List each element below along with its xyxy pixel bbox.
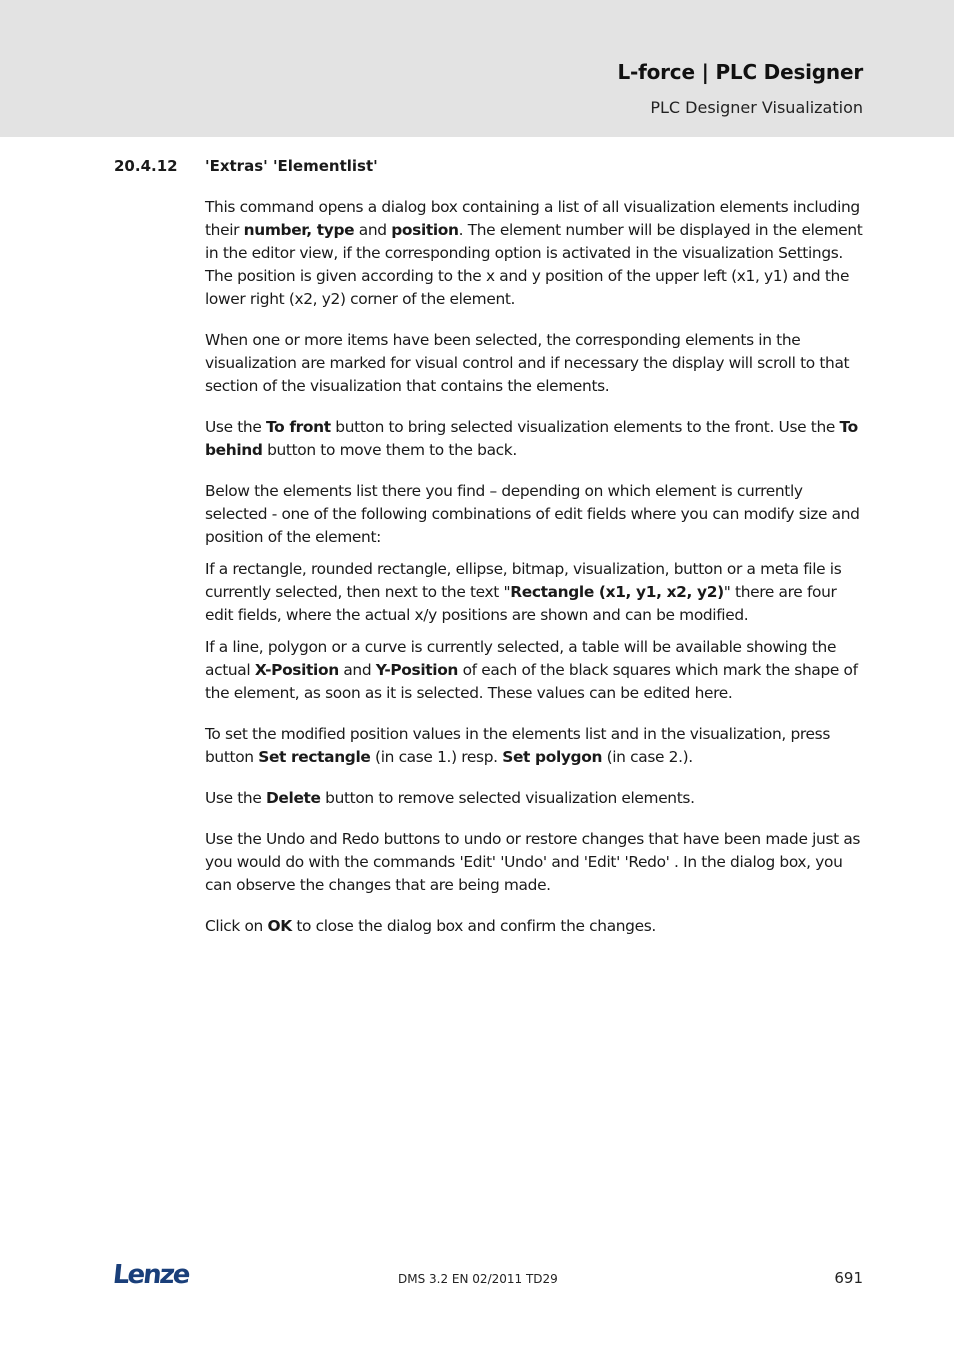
bold-term: Y-Position (375, 661, 459, 679)
bold-term: OK (267, 917, 292, 935)
text-run: (in case 1.) resp. (370, 748, 503, 766)
text-run: button to bring selected visualization elements to the front. Use the (330, 418, 840, 436)
text-run: If a rectangle, rounded rectangle, ellipse, bitmap, visualization, button or a meta file is currently selected, then next to the text " (205, 560, 842, 601)
body-text (205, 196, 865, 956)
paragraph (205, 828, 865, 897)
header-title: L-force | PLC Designer (617, 60, 863, 84)
text-run: button to remove selected visualization elements. (320, 789, 695, 807)
paragraph (205, 915, 865, 938)
text-run: Below the elements list there you find – depending on which element is currently selected - one of the following combinations of edit fields where you can modify size and position of the element: (205, 482, 860, 546)
section-number: 20.4.12 (114, 157, 178, 175)
paragraph (205, 480, 865, 549)
text-run: . The element number will be displayed in the element in the editor view, if the corresponding option is activated in the visualization Settings. The position is given according to the x and y position of the upper left (x1, y1) and the lower right (x2, y2) corner of the element. (205, 221, 863, 308)
text-run: Use the (205, 789, 266, 807)
text-run: and (354, 221, 392, 239)
paragraph (205, 329, 865, 398)
paragraph (205, 636, 865, 705)
text-run: (in case 2.). (602, 748, 693, 766)
bold-term: number, type (243, 221, 355, 239)
text-run: When one or more items have been selected, the corresponding elements in the visualization are marked for visual control and if necessary the display will scroll to that section of the visualization that contains the elements. (205, 331, 850, 395)
text-run: Click on (205, 917, 268, 935)
header-subtitle: PLC Designer Visualization (650, 98, 863, 117)
text-run: This command opens a dialog box containing a list of all visualization elements including their (205, 198, 860, 239)
text-run: Use the Undo and Redo buttons to undo or restore changes that have been made just as you would do with the commands 'Edit' 'Undo' and 'Edit' 'Redo' . In the dialog box, you can observe the changes that are being made. (205, 830, 861, 894)
section-title: 'Extras' 'Elementlist' (205, 157, 378, 175)
paragraph (205, 196, 865, 311)
paragraph (205, 787, 865, 810)
text-run: Use the (205, 418, 266, 436)
bold-term: Set rectangle (258, 748, 371, 766)
text-run: " there are four edit fields, where the actual x/y positions are shown and can be modified. (205, 583, 837, 624)
bold-term: To behind (205, 418, 858, 459)
paragraph (205, 416, 865, 462)
paragraph (205, 558, 865, 627)
text-run: To set the modified position values in the elements list and in the visualization, press button (205, 725, 830, 766)
bold-term: To front (266, 418, 331, 436)
text-run: to close the dialog box and confirm the changes. (291, 917, 656, 935)
text-run: button to move them to the back. (262, 441, 517, 459)
page-number: 691 (834, 1269, 863, 1287)
bold-term: Rectangle (x1, y1, x2, y2) (510, 583, 724, 601)
bold-term: Set polygon (502, 748, 603, 766)
lenze-logo: Lenze (111, 1260, 191, 1290)
document-id: DMS 3.2 EN 02/2011 TD29 (398, 1272, 558, 1286)
text-run: and (338, 661, 376, 679)
bold-term: Delete (266, 789, 321, 807)
text-run: If a line, polygon or a curve is currently selected, a table will be available showing the actual (205, 638, 837, 679)
page-header (0, 0, 954, 137)
bold-term: position (391, 221, 459, 239)
paragraph (205, 723, 865, 769)
bold-term: X-Position (254, 661, 339, 679)
text-run: of each of the black squares which mark the shape of the element, as soon as it is selected. These values can be edited here. (205, 661, 858, 702)
